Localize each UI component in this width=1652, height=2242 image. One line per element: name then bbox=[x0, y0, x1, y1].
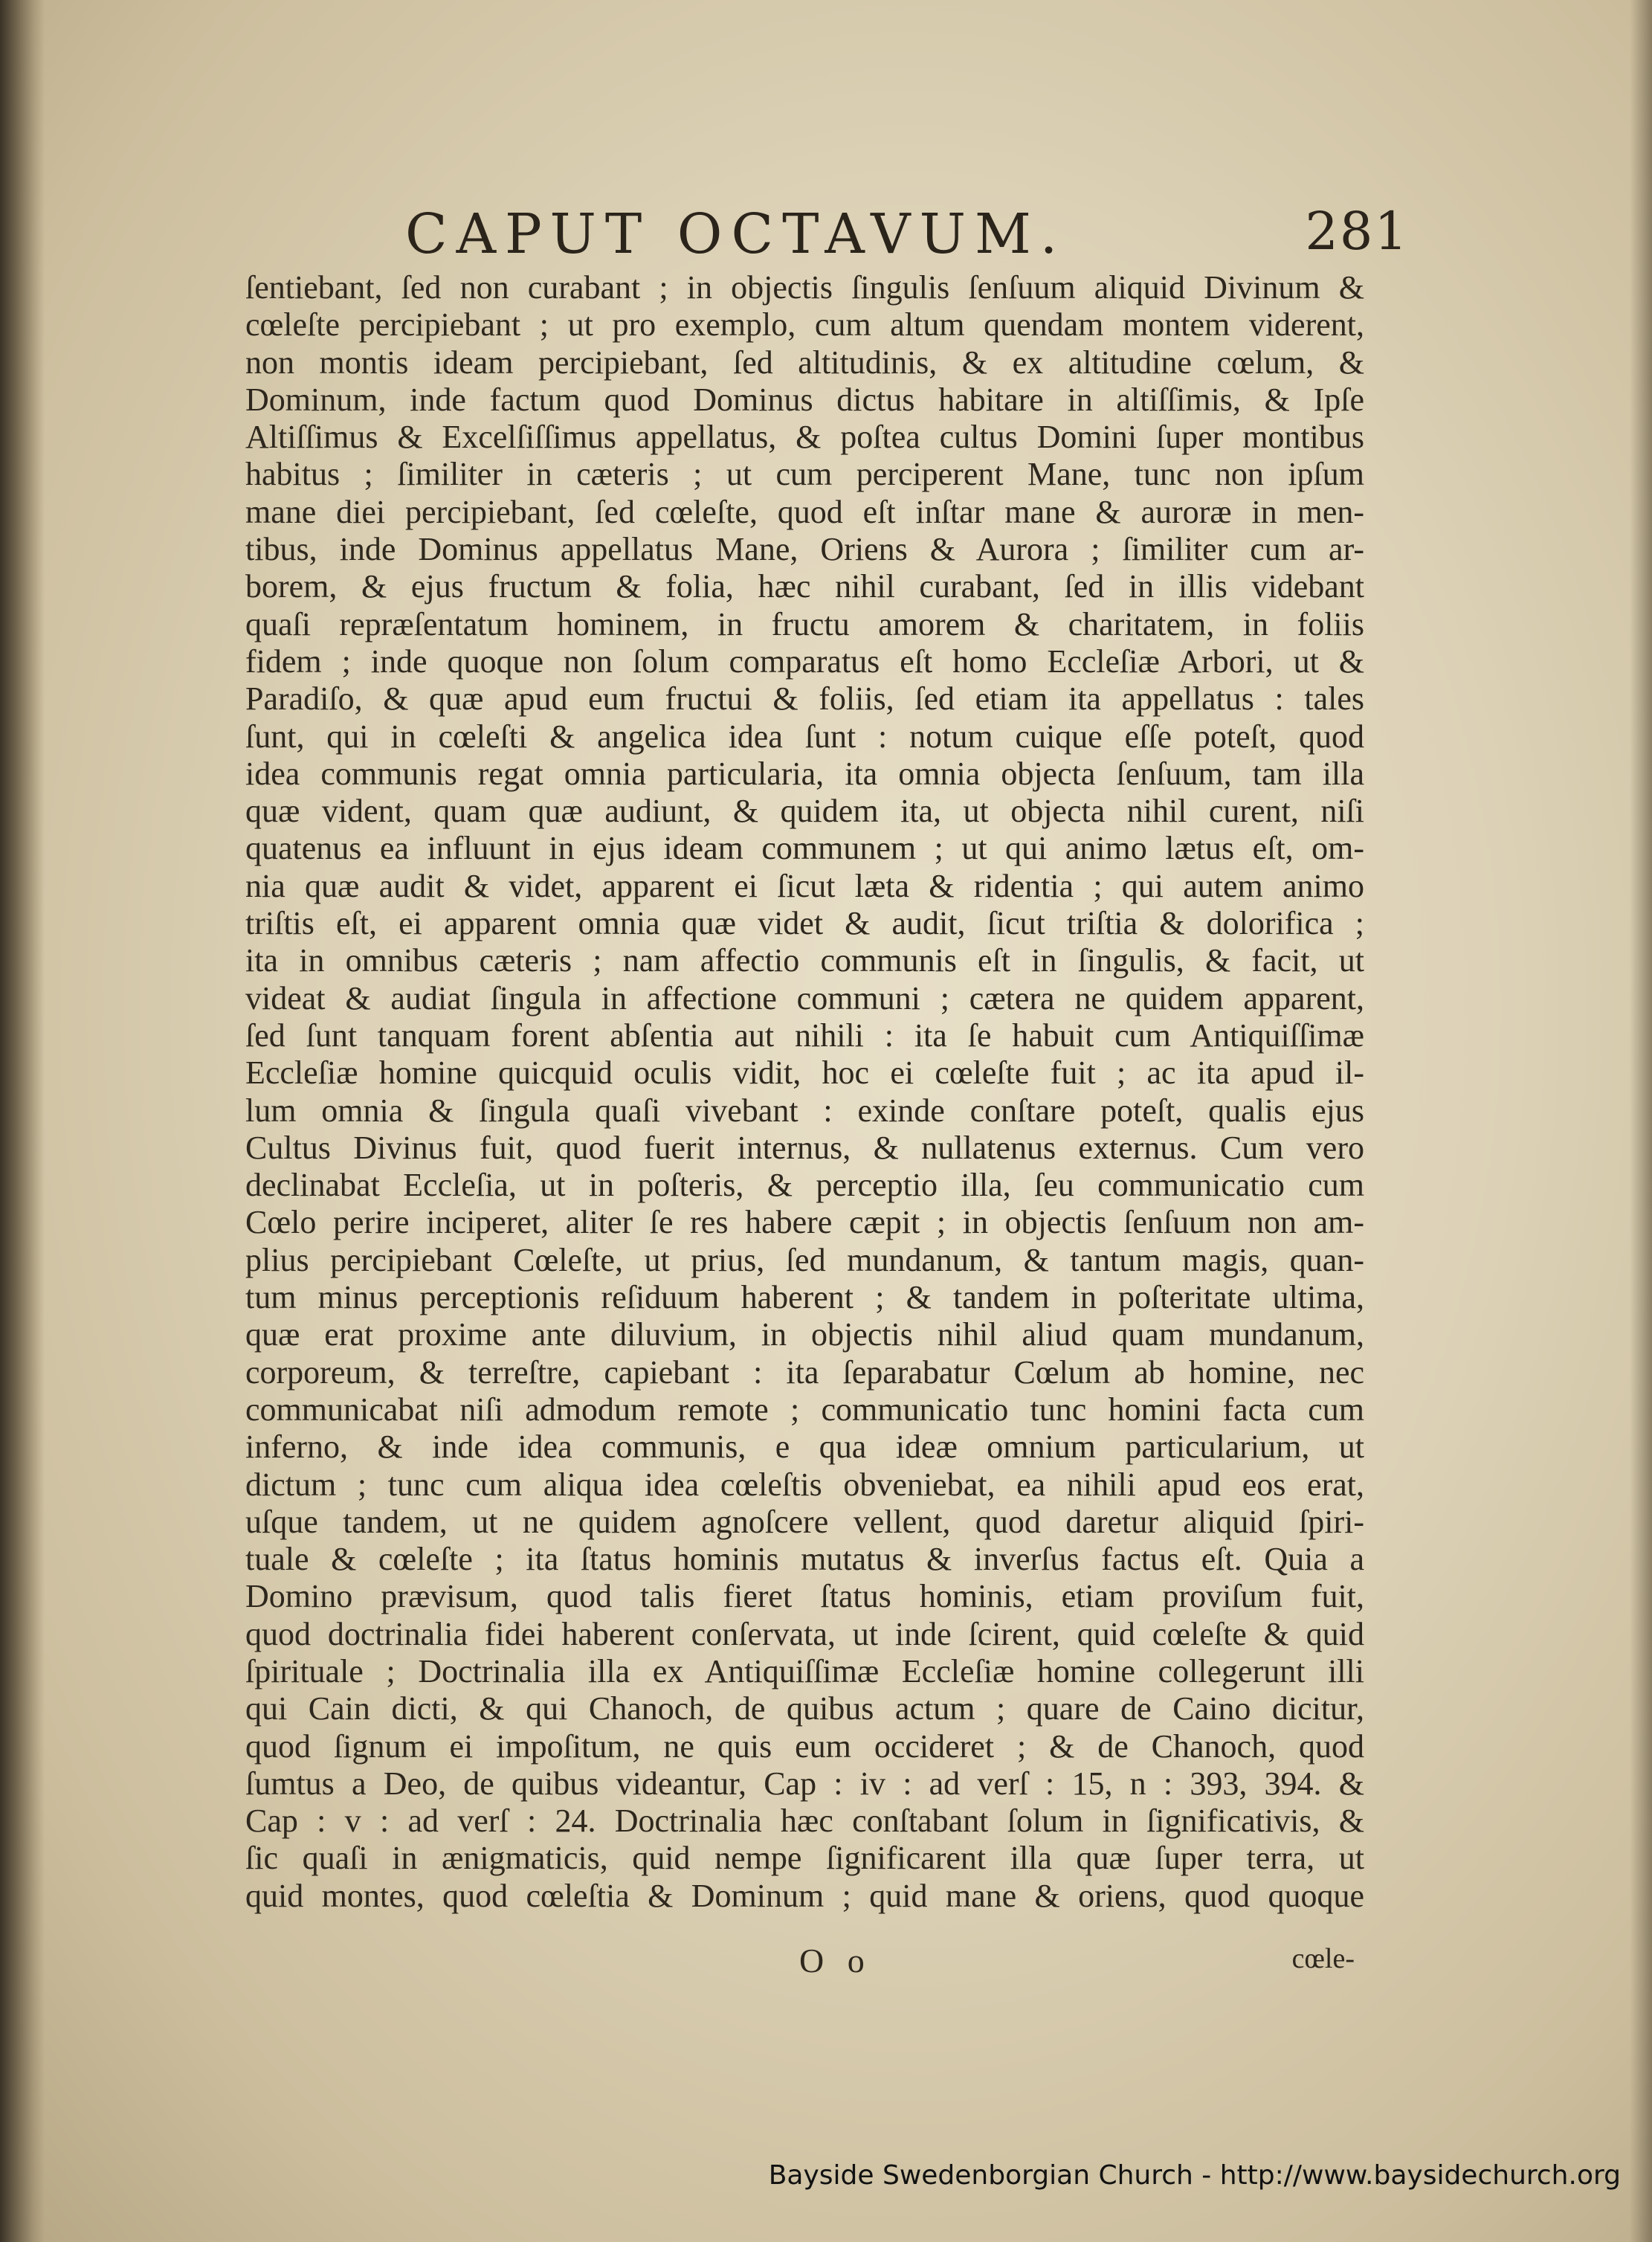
watermark: Bayside Swedenborgian Church - http://www.baysidechurch.org bbox=[768, 2160, 1621, 2191]
running-title: CAPUT OCTAVUM. bbox=[405, 202, 1067, 266]
text-line: fidem ; inde quoque non ſolum comparatus eſt homo Eccleſiæ Arbori, ut & bbox=[245, 642, 1364, 680]
text-line: quæ vident, quam quæ audiunt, & quidem ita, ut objecta nihil curent, niſi bbox=[245, 793, 1364, 830]
text-line: inferno, & inde idea communis, e qua ideæ omnium particularium, ut bbox=[245, 1428, 1364, 1466]
text-line: mane diei percipiebant, ſed cœleſte, quod eſt inſtar mane & auroræ in men- bbox=[245, 493, 1364, 530]
text-line: Cultus Divinus fuit, quod fuerit internus, & nullatenus externus. Cum vero bbox=[245, 1129, 1364, 1166]
text-line: ſpirituale ; Doctrinalia illa ex Antiquiſſimæ Eccleſiæ homine collegerunt illi bbox=[245, 1652, 1364, 1689]
text-line: ita in omnibus cæteris ; nam affectio communis eſt in ſingulis, & facit, ut bbox=[245, 942, 1364, 979]
text-line: ſed ſunt tanquam forent abſentia aut nihili : ita ſe habuit cum Antiquiſſimæ bbox=[245, 1017, 1364, 1054]
text-line: quod ſignum ei impoſitum, ne quis eum occideret ; & de Chanoch, quod bbox=[245, 1727, 1364, 1765]
text-line: ſentiebant, ſed non curabant ; in objectis ſingulis ſenſuum aliquid Divinum & bbox=[245, 269, 1364, 306]
text-line: ſic quaſi in ænigmaticis, quid nempe ſignificarent illa quæ ſuper terra, ut bbox=[245, 1840, 1364, 1877]
text-line: uſque tandem, ut ne quidem agnoſcere vellent, quod daretur aliquid ſpiri- bbox=[245, 1503, 1364, 1540]
text-line: ſunt, qui in cœleſti & angelica idea ſunt : notum cuique eſſe poteſt, quod bbox=[245, 718, 1364, 755]
text-line: cœleſte percipiebant ; ut pro exemplo, cum altum quendam montem viderent, bbox=[245, 306, 1364, 344]
text-line: Cap : v : ad verſ : 24. Doctrinalia hæc conſtabant ſolum in ſignificativis, & bbox=[245, 1803, 1364, 1840]
running-head bbox=[405, 195, 1409, 277]
text-line: dictum ; tunc cum aliqua idea cœleſtis obveniebat, ea nihili apud eos erat, bbox=[245, 1466, 1364, 1503]
catchword: cœle- bbox=[1291, 1943, 1355, 1974]
text-line: ſumtus a Deo, de quibus videantur, Cap : iv : ad verſ : 15, n : 393, 394. & bbox=[245, 1765, 1364, 1802]
text-line: Cœlo perire inciperet, aliter ſe res habere cæpit ; in objectis ſenſuum non am- bbox=[245, 1204, 1364, 1241]
text-line: corporeum, & terreſtre, capiebant : ita ſeparabatur Cœlum ab homine, nec bbox=[245, 1353, 1364, 1391]
text-line: quatenus ea influunt in ejus ideam communem ; ut qui animo lætus eſt, om- bbox=[245, 830, 1364, 867]
text-line: quaſi repræſentatum hominem, in fructu amorem & charitatem, in foliis bbox=[245, 605, 1364, 642]
text-line: Paradiſo, & quæ apud eum fructui & foliis, ſed etiam ita appellatus : tales bbox=[245, 680, 1364, 718]
text-line: tibus, inde Dominus appellatus Mane, Oriens & Aurora ; ſimiliter cum ar- bbox=[245, 531, 1364, 568]
text-line: idea communis regat omnia particularia, ita omnia objecta ſenſuum, tam illa bbox=[245, 755, 1364, 792]
text-line: Eccleſiæ homine quicquid oculis vidit, hoc ei cœleſte fuit ; ac ita apud il- bbox=[245, 1054, 1364, 1092]
gutter-shadow bbox=[0, 0, 45, 2242]
body-text bbox=[245, 269, 1364, 1915]
page-number: 281 bbox=[1305, 201, 1409, 262]
text-line: quid montes, quod cœleſtia & Dominum ; quid mane & oriens, quod quoque bbox=[245, 1877, 1364, 1914]
text-line: lum omnia & ſingula quaſi vivebant : exinde conſtare poteſt, qualis ejus bbox=[245, 1092, 1364, 1129]
text-line: plius percipiebant Cœleſte, ut prius, ſed mundanum, & tantum magis, quan- bbox=[245, 1241, 1364, 1278]
text-line: quod doctrinalia fidei haberent conſervata, ut inde ſcirent, quid cœleſte & quid bbox=[245, 1615, 1364, 1652]
text-line: tuale & cœleſte ; ita ſtatus hominis mutatus & inverſus factus eſt. Quia a bbox=[245, 1541, 1364, 1578]
text-line: non montis ideam percipiebant, ſed altitudinis, & ex altitudine cœlum, & bbox=[245, 344, 1364, 381]
text-line: communicabat niſi admodum remote ; communicatio tunc homini facta cum bbox=[245, 1391, 1364, 1428]
text-line: Dominum, inde factum quod Dominus dictus habitare in altiſſimis, & Ipſe bbox=[245, 381, 1364, 418]
text-line: borem, & ejus fructum & folia, hæc nihil curabant, ſed in illis videbant bbox=[245, 568, 1364, 605]
text-line: tum minus perceptionis reſiduum haberent ; & tandem in poſteritate ultima, bbox=[245, 1279, 1364, 1316]
text-line: Domino prævisum, quod talis fieret ſtatus hominis, etiam proviſum fuit, bbox=[245, 1578, 1364, 1615]
text-line: qui Cain dicti, & qui Chanoch, de quibus actum ; quare de Caino dicitur, bbox=[245, 1690, 1364, 1727]
signature-mark: O o bbox=[799, 1942, 872, 1980]
text-line: videat & audiat ſingula in affectione communi ; cætera ne quidem apparent, bbox=[245, 979, 1364, 1017]
text-line: nia quæ audit & videt, apparent ei ſicut læta & ridentia ; qui autem animo bbox=[245, 867, 1364, 904]
text-line: quæ erat proxime ante diluvium, in objectis nihil aliud quam mundanum, bbox=[245, 1316, 1364, 1353]
page-edge-shadow bbox=[1630, 0, 1652, 2242]
text-line: Altiſſimus & Excelſiſſimus appellatus, & poſtea cultus Domini ſuper montibus bbox=[245, 419, 1364, 456]
text-line: declinabat Eccleſia, ut in poſteris, & perceptio illa, ſeu communicatio cum bbox=[245, 1167, 1364, 1204]
text-line: triſtis eſt, ei apparent omnia quæ videt & audit, ſicut triſtia & dolorifica ; bbox=[245, 905, 1364, 942]
text-line: habitus ; ſimiliter in cæteris ; ut cum perciperent Mane, tunc non ipſum bbox=[245, 456, 1364, 493]
